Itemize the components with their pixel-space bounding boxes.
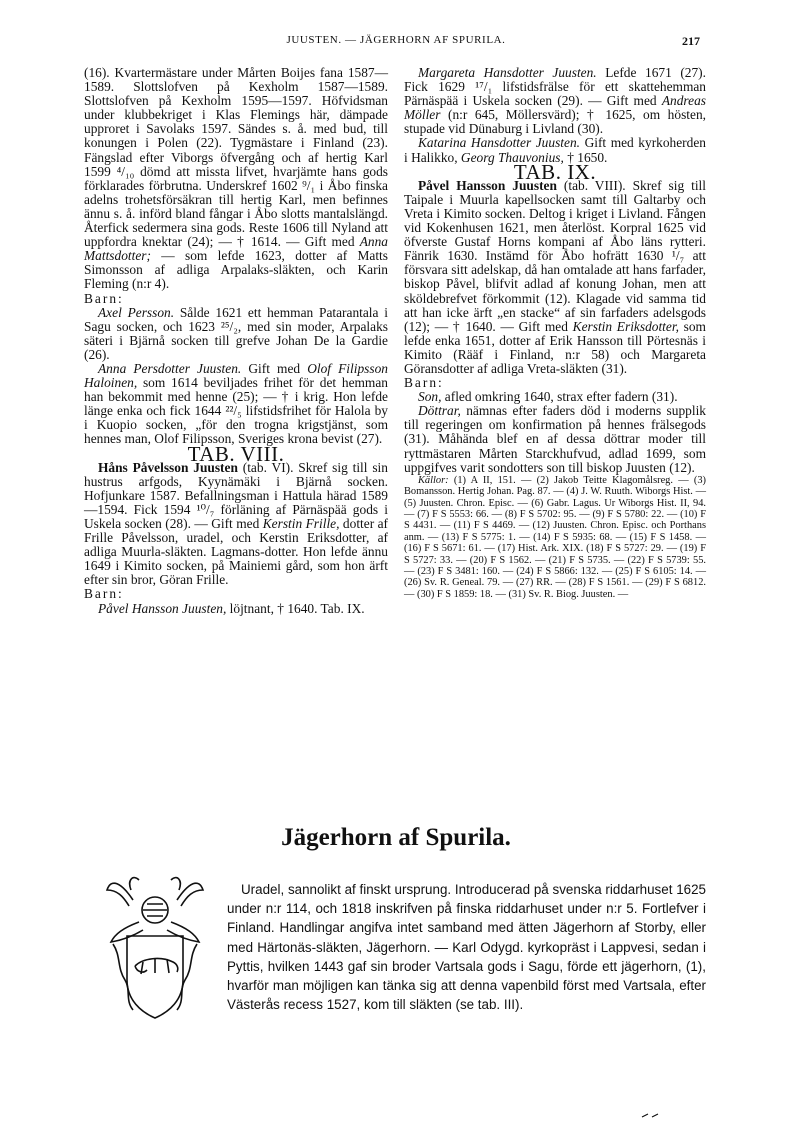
entry-text: Gift med [248, 360, 301, 376]
intro-rest: — som lefde 1623, dotter af Matts Simonsson af adliga Arpalaks-släkten, och Karin Fleming (n:r 4). [84, 248, 388, 292]
right-column [404, 66, 706, 600]
entry-pavel [84, 602, 388, 616]
entry-name: Döttrar, [418, 403, 461, 419]
entry-text: som lefde enka 1651, dotter af Erik Hansson till Pörtesnäs i Kimito (Rääf i Finland, n:r 58) och Margareta Göransdotter af adliga Vreta-släkten (31). [404, 318, 706, 376]
children-label: Barn: [404, 375, 444, 391]
sources-label: Källor: [418, 474, 449, 486]
entry-margareta [404, 66, 706, 136]
entry-hans [84, 461, 388, 588]
entry-text: som 1614 beviljades frihet för det hemman han bekommit med henne (25); — † i krig. Hon lefde länge enka och fick 1644 ²²/₅ lifstidsfrihet för Halola by i Kuopio socken, „för den trogna krigstjänst, som hennes man, Olof Filipsson, Sveriges krona bevist (27). [84, 375, 388, 447]
children-label: Barn: [84, 586, 124, 602]
entry-text: † 1650. [567, 149, 608, 165]
spouse-name: Georg Thauvonius, [460, 149, 564, 165]
spouse-name: Andreas Möller [404, 93, 706, 123]
section-title: Jägerhorn af Spurila. [281, 824, 511, 851]
footer-mark [640, 1112, 660, 1118]
entry-dottrar [404, 404, 706, 474]
entry-name: Katarina Hansdotter Juusten. [418, 135, 580, 151]
entry-axel [84, 306, 388, 362]
entry-text: (tab. VIII). Skref sig till Taipale i Muurla kapellsocken samt till Galtarby och Vreta i Kimito socken. Deltog i kriget i Livland. Fången vid Kokenhusen 1621, men återlöst. Korpral 1625 vid öfverste Gustaf Horns kompani af Åbo läns rytteri. Fänrik 1630. Instämd för Åbo hofrätt 1630 ¹/₇ att försvara sitt adelskap, då han omtalade att hans farfader, biskop Påvel, blifvit adlad af konung Johan, men att sköldebrefvet förkommit (12). Klagade vid samma tid att han icke ärft „en stacke“ af sin farfaders adelsgods (12); — † 1640. — Gift med [404, 177, 707, 334]
entry-son [404, 390, 706, 404]
wife-name: Anna Mattsdotter; [84, 234, 388, 264]
children-label: Barn: [84, 290, 124, 306]
entry-name: Påvel Hansson Juusten, [98, 600, 227, 616]
section-intro [227, 880, 706, 1014]
intro-text: (16). Kvartermästare under Mårten Boijes fana 1587—1589. Slottslofven på Kexholm 1587—1589. Slottslofven på Kexholm 1595—1597. Höfvidsman under klubbekriget i Klas Flemings här, dämpade upproret i Savolaks 1597. Sändes s. å. med bud, till konungen i Polen (22). Tygmästare i Finland (23). Fängslad efter Viborgs öfvergång och af hertig Karl 1599 ⁴/₁₀ dömd att missta lifvet, hvarjämte hans gods förklarades förbrutna. Underskref 1602 ⁹/₁ i Åbo finska adelns trohetsförsäkran till hertig Karl, men befinnes ännu s. å. införd bland fångar i Åbo slotts mantalslängd. Återfick sedermera sina gods. Reste 1606 till Nyland att uppfordra knektar (24); — † 1614. — Gift med [84, 65, 388, 250]
paragraph-intro [84, 66, 388, 292]
entry-pavel-hansson [404, 179, 706, 376]
entry-name: Anna Persdotter Juusten. [98, 360, 242, 376]
sources-text: (1) A II, 151. — (2) Jakob Teitte Klagomålsreg. — (3) Bomansson. Hertig Johan. Pag. 87. — (4) J. W. Ruuth. Wiborgs Hist. — (5) Juusten. Chron. Episc. — (6) Gabr. Lagus. Ur Wiborgs Hist. II, 94. — (7) F S 5553: 66. — (8) F S 5702: 95. — (9) F S 5780: 22. — (10) F S 4431. — (11) F S 4469. — (12) Juusten. Chron. Episc. och Porthans anm. — (13) F S 5775: 1. — (14) F S 5935: 68. — (15) F S 1458. — (16) F S 5671: 61. — (17) Hist. Ark. XIX. (18) F S 5727: 29. — (19) F S 5727: 33. — (20) F S 1562. — (21) F S 5735. — (22) F S 5739: 55. — (23) F S 3481: 160. — (24) F S 5866: 132. — (25) F S 6105: 14. — (26) Sv. R. Geneal. 79. — (27) RR. — (28) F S 1561. — (29) F S 6812. — (30) F S 1859: 18. — (31) Sv. R. Biog. Juusten. — [404, 474, 706, 600]
entry-text: nämnas efter faders död i moderns supplik till regeringen om konfirmation på hennes frälsegods (31). Måhända blef en af dessa döttrar moder till ryttmästaren Mårten Starckhufvud, adlad 1699, som uppgifves varit sondotters son till biskop Juusten (12). [404, 403, 706, 475]
spouse-name: Kerstin Eriksdotter, [572, 318, 679, 334]
entry-name: Son, [418, 389, 442, 405]
entry-text: afled omkring 1640, strax efter fadern (31). [444, 389, 678, 405]
entry-text: Sålde 1621 ett hemman Patarantala i Sagu socken, och 1623 ²⁵/₂, med sin moder, Arpalaks säteri i Bjärnå socken till grefve Johan De la Gardie (26). [84, 304, 388, 362]
spouse-name: Olof Filipsson Haloinen, [84, 360, 388, 391]
page-number: 217 [682, 34, 700, 48]
entry-name: Axel Persson. [98, 304, 175, 320]
entry-name: Margareta Hansdotter Juusten. [418, 65, 597, 80]
entry-text: dotter af Frille Påvelsson, uradel, och Kerstin Eriksdotter, af adliga Muurla-släkten. Lagmans-dotter. Hon lefde ännu 1649 i Kimito socken, på Mainiemi gård, som hon ärft efter sin bror, Göran Frille. [84, 516, 389, 588]
spouse-name: Kerstin Frille, [262, 516, 340, 531]
entry-name: Håns Påvelsson Juusten [98, 459, 238, 475]
entry-text: Gift med kyrkoherden i Halikko, [404, 135, 706, 165]
coat-of-arms-icon [103, 870, 207, 1025]
table-heading-viii: TAB. VIII. [187, 441, 285, 466]
intro-paragraph: Uradel, sannolikt af finskt ursprung. Introducerad på svenska riddarhuset 1625 under n:r 114, och 1818 inskrifven på finska riddarhuset under n:r 5. Fortlefver i Finland. Handlingar angifva intet samband med ätten Jägerhorn af Storby, eller med Härtonäs-släkten, Jägerhorn. — Karl Odygd. kyrkopräst i Lappvesi, sedan i Pyttis, hvilken 1443 gaf sin broder Vartsala gods i Sagu, förde ett jägerhorn, (1), hvarför man möjligen kan tänka sig att denna vapenbild först med Vartsala, efter Västerås recess 1527, kom till släkten (se tab. III). [227, 882, 706, 1013]
left-column [84, 66, 388, 616]
entry-text: löjtnant, † 1640. Tab. IX. [229, 600, 365, 616]
sources-note [404, 475, 706, 600]
table-heading-ix: TAB. IX. [513, 159, 597, 184]
running-header: JUUSTEN. — JÄGERHORN AF SPURILA. [286, 34, 506, 46]
entry-text: (tab. VI). Skref sig till sin hustrus arfgods, Kyynämäki i Bjärnå socken. Hofjunkare 1587. Befallningsman i Hattula härad 1589—1594. Fick 1594 ¹⁰/₇ förläning af Pärnäspää gods i Uskela socken (28). — Gift med [84, 459, 388, 531]
entry-name: Påvel Hansson Juusten [418, 177, 557, 193]
entry-text: (n:r 645, Möllersvärd); † 1625, om hösten, stupade vid Dünaburg i Livland (30). [404, 107, 706, 137]
entry-text: Lefde 1671 (27). Fick 1629 ¹⁷/₁ lifstidsfrälse för ett skattehemman Pärnäspää i Uskela socken (29). — Gift med [404, 65, 706, 109]
entry-anna [84, 362, 388, 447]
